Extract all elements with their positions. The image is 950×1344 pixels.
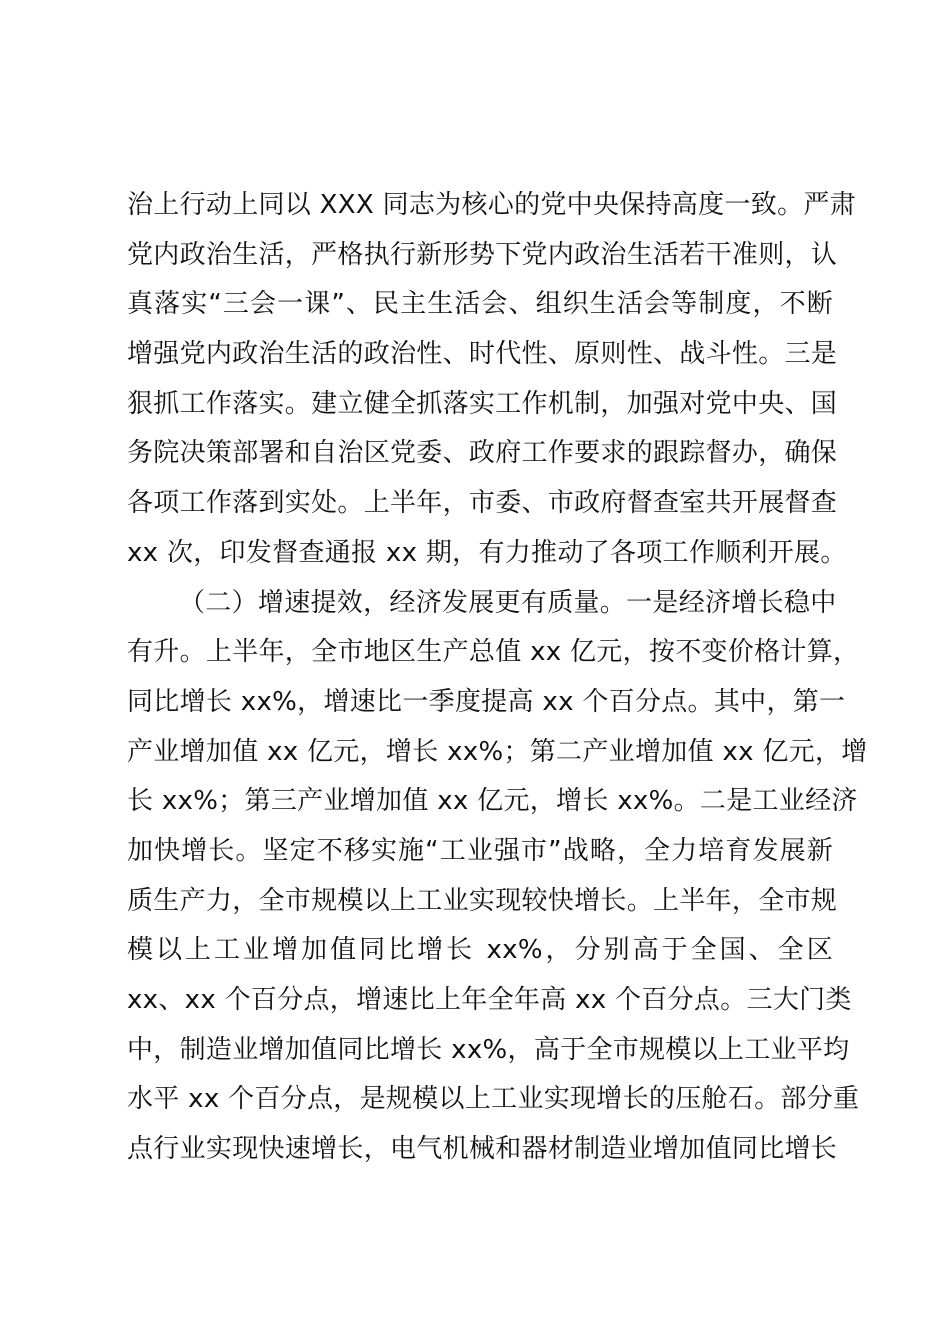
- text-line: 有升。上半年，全市地区生产总值 xx 亿元，按不变价格计算，: [127, 637, 860, 668]
- text-line: 水平 xx 个百分点，是规模以上工业实现增长的压舱石。部分重: [127, 1084, 860, 1115]
- text-line: 同比增长 xx%，增速比一季度提高 xx 个百分点。其中，第一: [127, 686, 846, 717]
- text-line: 治上行动上同以 XXX 同志为核心的党中央保持高度一致。严肃: [127, 190, 856, 220]
- text-line: 务院决策部署和自治区党委、政府工作要求的跟踪督办，确保: [127, 438, 838, 469]
- text-line: 增强党内政治生活的政治性、时代性、原则性、战斗性。三是: [127, 339, 838, 370]
- text-line: xx、xx 个百分点，增速比上年全年高 xx 个百分点。三大门类: [127, 985, 852, 1015]
- text-line: 点行业实现快速增长，电气机械和器材制造业增加值同比增长: [127, 1134, 838, 1165]
- text-line: 真落实“三会一课”、民主生活会、组织生活会等制度，不断: [127, 289, 833, 320]
- section-heading-line: （二）增速提效，经济发展更有质量。一是经济增长稳中: [179, 587, 837, 618]
- text-line: 产业增加值 xx 亿元，增长 xx%；第二产业增加值 xx 亿元，增: [127, 736, 868, 767]
- text-line: 党内政治生活，严格执行新形势下党内政治生活若干准则，认: [127, 239, 838, 270]
- text-line: 质生产力，全市规模以上工业实现较快增长。上半年，全市规: [127, 885, 838, 916]
- text-line: 中，制造业增加值同比增长 xx%，高于全市规模以上工业平均: [127, 1034, 850, 1065]
- body-text: [127, 181, 868, 1175]
- text-line: 各项工作落到实处。上半年，市委、市政府督查室共开展督查: [127, 488, 838, 519]
- text-line: 加快增长。坚定不移实施“工业强市”战略，全力培育发展新: [127, 835, 833, 866]
- text-line: 模以上工业增加值同比增长 xx%，分别高于全国、全区: [127, 935, 833, 966]
- text-line: 狠抓工作落实。建立健全抓落实工作机制，加强对党中央、国: [127, 388, 838, 419]
- text-line: 长 xx%；第三产业增加值 xx 亿元，增长 xx%。二是工业经济: [127, 786, 858, 817]
- text-line: xx 次，印发督查通报 xx 期，有力推动了各项工作顺利开展。: [127, 537, 847, 568]
